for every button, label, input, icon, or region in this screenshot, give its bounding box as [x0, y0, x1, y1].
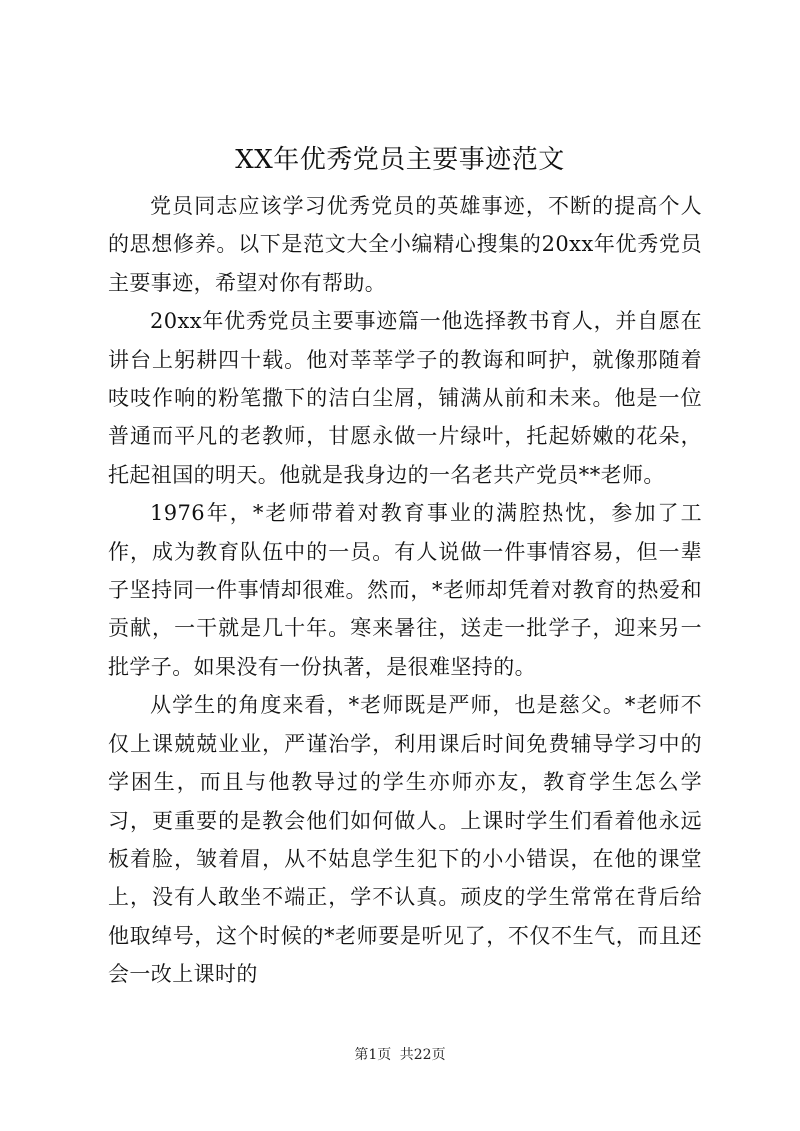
document-body — [108, 187, 702, 994]
paragraph-intro: 党员同志应该学习优秀党员的英雄事迹，不断的提高个人的思想修养。以下是范文大全小编精心搜集的20xx年优秀党员主要事迹，希望对你有帮助。 — [108, 194, 702, 295]
page-total: 共22页 — [399, 1047, 446, 1063]
page-number: 第1页 — [354, 1047, 392, 1063]
paragraph-2: 1976年，*老师带着对教育事业的满腔热忱，参加了工作，成为教育队伍中的一员。有人说做一件事情容易，但一辈子坚持同一件事情却很难。然而，*老师却凭着对教育的热爱和贡献，一干就是几十年。寒来暑往，送走一批学子，迎来另一批学子。如果没有一份执著，是很难坚持的。 — [108, 501, 702, 679]
page-footer — [0, 1045, 800, 1065]
document-title: XX年优秀党员主要事迹范文 — [235, 145, 565, 175]
paragraph-1: 20xx年优秀党员主要事迹篇一他选择教书育人，并自愿在讲台上躬耕四十载。他对莘莘学子的教诲和呵护，就像那随着吱吱作响的粉笔撒下的洁白尘屑，铺满从前和未来。他是一位普通而平凡的老教师，甘愿永做一片绿叶，托起娇嫩的花朵，托起祖国的明天。他就是我身边的一名老共产党员**老师。 — [108, 309, 702, 487]
paragraph-3: 从学生的角度来看，*老师既是严师，也是慈父。*老师不仅上课兢兢业业，严谨治学，利用课后时间免费辅导学习中的学困生，而且与他教导过的学生亦师亦友，教育学生怎么学习，更重要的是教会他们如何做人。上课时学生们看着他永远板着脸，皱着眉，从不姑息学生犯下的小小错误，在他的课堂上，没有人敢坐不端正，学不认真。顽皮的学生常常在背后给他取绰号，这个时候的*老师要是听见了，不仅不生气，而且还会一改上课时的 — [108, 693, 702, 987]
